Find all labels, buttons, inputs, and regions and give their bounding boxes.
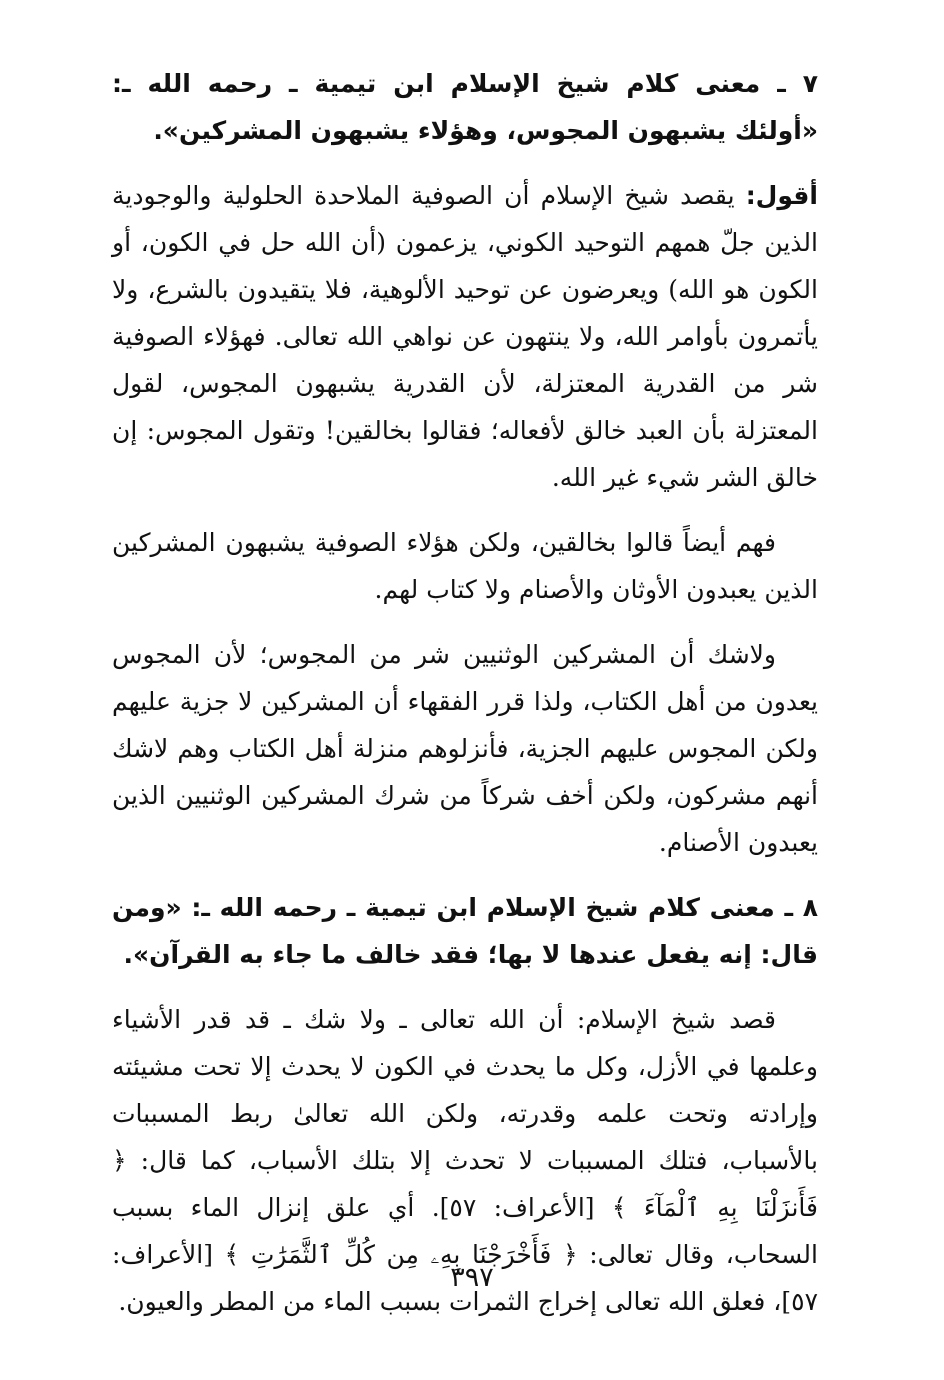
section-8-heading: ٨ ـ معنى كلام شيخ الإسلام ابن تيمية ـ رحمه الله ـ: «ومن قال: إنه يفعل عندها لا بها؛ فقد خالف ما جاء به القرآن». (112, 893, 818, 969)
section-7-paragraph-2: فهم أيضاً قالوا بخالقين، ولكن هؤلاء الصوفية يشبهون المشركين الذين يعبدون الأوثان والأصنام ولا كتاب لهم. (112, 528, 818, 604)
section-7-paragraph-1 (112, 172, 818, 501)
section-8-paragraph-1: قصد شيخ الإسلام: أن الله تعالى ـ ولا شك ـ قد قدر الأشياء وعلمها في الأزل، وكل ما يحدث في الكون لا يحدث إلا تحت مشيئته وإرادته وتحت علمه وقدرته، ولكن الله تعالىٰ ربط المسببات بالأسباب، فتلك المسببات لا تحدث إلا بتلك الأسباب، كما قال: ﴿ فَأَنزَلْنَا بِهِ ٱلْمَآءَ ﴾ [الأعراف: ٥٧]. أي علق إنزال الماء بسبب السحاب، وقال تعالى: ﴿ فَأَخْرَجْنَا بِهِۦ مِن كُلِّ ٱلثَّمَرَٰتِ ﴾ [الأعراف: ٥٧]، فعلق الله تعالى إخراج الثمرات بسبب الماء من المطر والعيون. (112, 1005, 819, 1316)
paragraph-lead-word: أقول: (745, 181, 818, 210)
page-number: ٣٩٧ (450, 1262, 494, 1293)
document-page (112, 60, 818, 1360)
section-7-paragraph-3: ولاشك أن المشركين الوثنيين شر من المجوس؛ لأن المجوس يعدون من أهل الكتاب، ولذا قرر الفقهاء أن المشركين لا جزية عليهم ولكن المجوس عليهم الجزية، فأنزلوهم منزلة أهل الكتاب وهم لاشك أنهم مشركون، ولكن أخف شركاً من شرك المشركين الوثنيين الذين يعبدون الأصنام. (112, 640, 818, 857)
section-7-heading: ٧ ـ معنى كلام شيخ الإسلام ابن تيمية ـ رحمه الله ـ: «أولئك يشبهون المجوس، وهؤلاء يشبهون المشركين». (112, 69, 818, 145)
paragraph-text: يقصد شيخ الإسلام أن الصوفية الملاحدة الحلولية والوجودية الذين جلّ همهم التوحيد الكوني، يزعمون (أن الله حل في الكون، أو الكون هو الله) ويعرضون عن توحيد الألوهية، فلا يتقيدون بالشرع، ولا يأتمرون بأوامر الله، ولا ينتهون عن نواهي الله تعالى. فهؤلاء الصوفية شر من القدرية المعتزلة، لأن القدرية يشبهون المجوس، لقول المعتزلة بأن العبد خالق لأفعاله؛ فقالوا بخالقين! وتقول المجوس: إن خالق الشر شيء غير الله. (112, 181, 818, 492)
